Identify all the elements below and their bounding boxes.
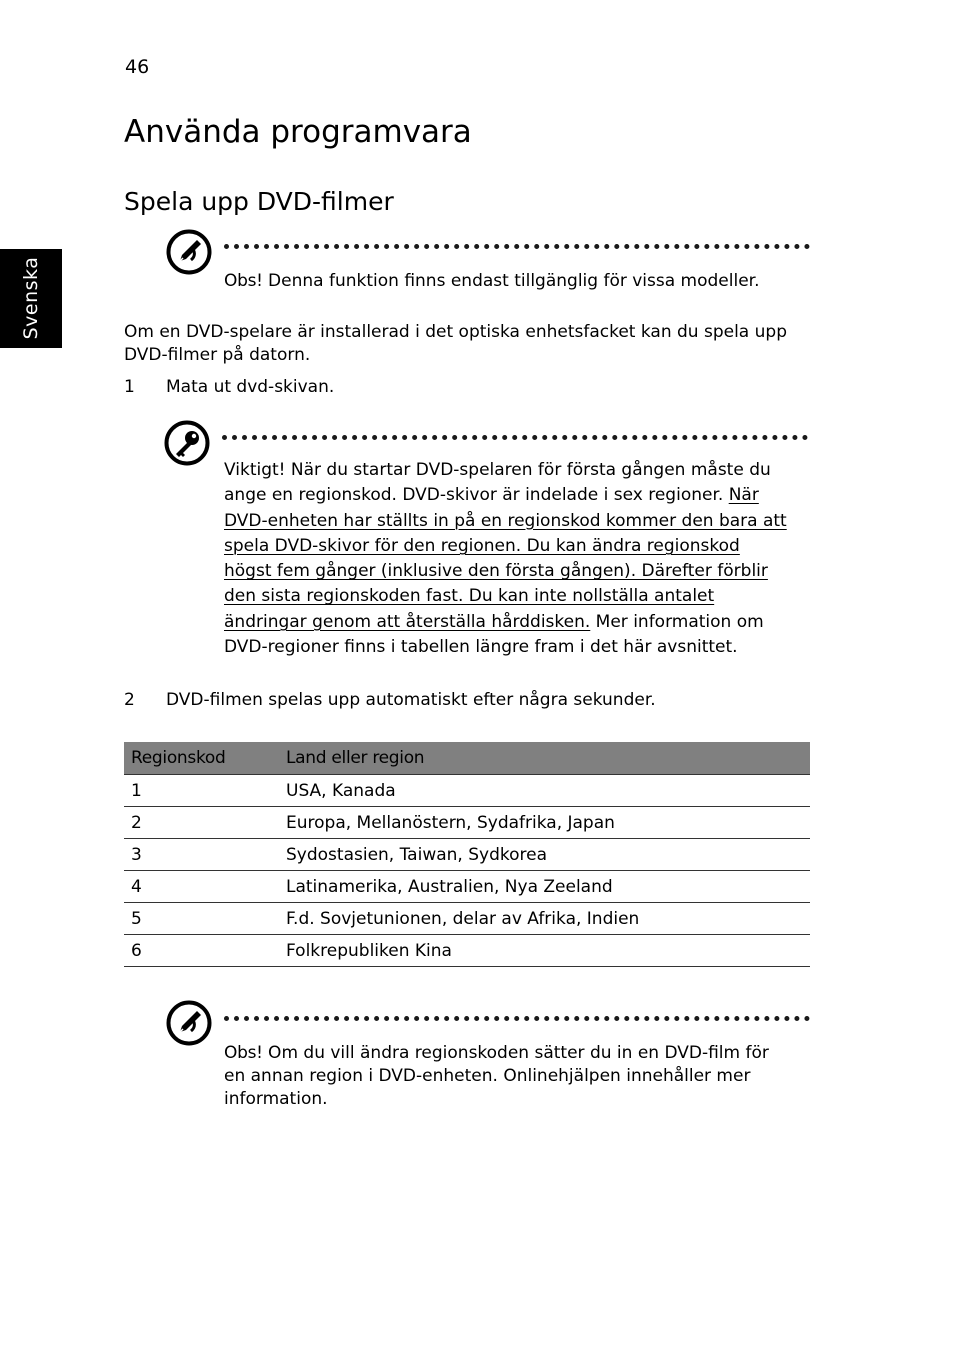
important-underlined: ändringar genom att återställa hårddisken. [224, 611, 591, 632]
important-underlined: När [728, 485, 759, 506]
dotted-divider [222, 435, 808, 440]
table-cell-code: 1 [124, 775, 279, 807]
step-number: 1 [124, 377, 135, 397]
table-cell-region: Folkrepubliken Kina [279, 935, 810, 967]
table-cell-code: 3 [124, 839, 279, 871]
intro-line: DVD-filmer på datorn. [124, 345, 311, 365]
important-line: DVD-regioner finns i tabellen längre fram i det här avsnittet. [224, 637, 738, 658]
step-number: 2 [124, 690, 135, 710]
table-row [124, 839, 810, 871]
table-row [124, 775, 810, 807]
step-text: Mata ut dvd-skivan. [166, 377, 335, 397]
important-text [224, 458, 824, 660]
table-header-row [124, 742, 810, 775]
table-cell-code: 5 [124, 903, 279, 935]
important-line: Mer information om [590, 611, 764, 632]
page-number: 46 [125, 56, 150, 78]
table-cell-region: Sydostasien, Taiwan, Sydkorea [279, 839, 810, 871]
table-cell-region: F.d. Sovjetunionen, delar av Afrika, Indien [279, 903, 810, 935]
table-header-land: Land eller region [279, 742, 810, 775]
table-cell-code: 6 [124, 935, 279, 967]
intro-paragraph [124, 321, 824, 367]
side-tab-label: Svenska [20, 256, 42, 340]
important-line: ange en regionskod. DVD-skivor är indelade i sex regioner. [224, 485, 729, 506]
dotted-divider [224, 1016, 810, 1021]
note-label: Obs! [224, 1043, 263, 1063]
note-pen-icon [166, 229, 212, 275]
table-row [124, 935, 810, 967]
table-cell-code: 4 [124, 871, 279, 903]
note-body: en annan region i DVD-enheten. Onlinehjälpen innehåller mer [224, 1066, 751, 1086]
important-underlined: den sista regionskoden fast. Du kan inte nollställa antalet [224, 586, 715, 607]
intro-line: Om en DVD-spelare är installerad i det optiska enhetsfacket kan du spela upp [124, 322, 787, 342]
table-cell-code: 2 [124, 807, 279, 839]
language-side-tab [0, 249, 62, 348]
table-cell-region: USA, Kanada [279, 775, 810, 807]
note-body: Denna funktion finns endast tillgänglig för vissa modeller. [262, 271, 760, 291]
note-pen-icon [166, 1000, 212, 1046]
step-text: DVD-filmen spelas upp automatiskt efter några sekunder. [166, 690, 656, 710]
important-key-icon [164, 420, 210, 466]
table-header-regionskod: Regionskod [124, 742, 279, 775]
important-label: Viktigt! [224, 460, 286, 480]
table-cell-region: Europa, Mellanöstern, Sydafrika, Japan [279, 807, 810, 839]
note-body: Om du vill ändra regionskoden sätter du in en DVD-film för [262, 1043, 769, 1063]
important-underlined: spela DVD-skivor för den regionen. Du kan ändra regionskod [224, 535, 740, 556]
important-underlined: DVD-enheten har ställts in på en regionskod kommer den bara att [224, 510, 787, 531]
region-code-table [124, 742, 810, 967]
important-underlined: högst fem gånger (inklusive den första gången). Därefter förblir [224, 561, 768, 582]
table-row [124, 871, 810, 903]
note-text-1 [224, 270, 760, 293]
dotted-divider [224, 244, 810, 249]
table-cell-region: Latinamerika, Australien, Nya Zeeland [279, 871, 810, 903]
section-title: Spela upp DVD-filmer [124, 187, 394, 216]
important-line: När du startar DVD-spelaren för första gången måste du [285, 460, 771, 480]
table-row [124, 807, 810, 839]
page-title: Använda programvara [124, 114, 472, 150]
note-label: Obs! [224, 271, 263, 291]
note-body: information. [224, 1089, 328, 1109]
table-row [124, 903, 810, 935]
note-text-2 [224, 1042, 769, 1111]
